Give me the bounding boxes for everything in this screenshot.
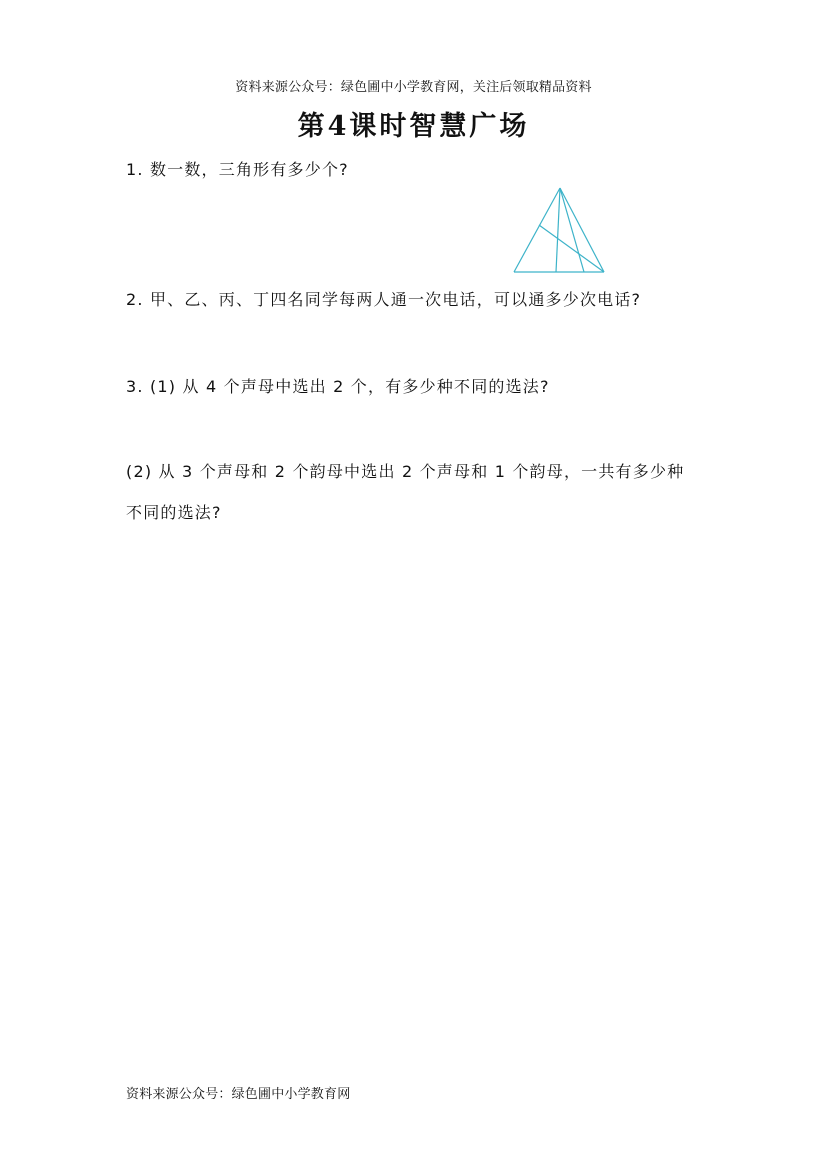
footer-source-note: 资料来源公众号：绿色圃中小学教育网: [126, 1087, 351, 1102]
question-3-part-2-line-2: 不同的选法?: [126, 503, 222, 522]
triangle-right-side: [560, 188, 604, 272]
question-3-part-2-line-1: (2) 从 3 个声母和 2 个韵母中选出 2 个声母和 1 个韵母，一共有多少种: [126, 462, 685, 481]
triangle-figure: [508, 183, 610, 277]
question-3-part-1: 3. (1) 从 4 个声母中选出 2 个，有多少种不同的选法?: [126, 377, 550, 396]
triangle-inner-line-left: [556, 188, 560, 272]
page-title: 第4课时智慧广场: [297, 111, 530, 142]
question-2: 2. 甲、乙、丙、丁四名同学每两人通一次电话，可以通多少次电话?: [126, 290, 642, 309]
triangle-inner-line-right: [560, 188, 584, 272]
header-source-note: 资料来源公众号：绿色圃中小学教育网，关注后领取精品资料: [235, 80, 592, 95]
triangle-left-side: [514, 188, 560, 272]
question-1: 1. 数一数，三角形有多少个?: [126, 160, 349, 179]
triangle-cross-line: [539, 225, 604, 272]
